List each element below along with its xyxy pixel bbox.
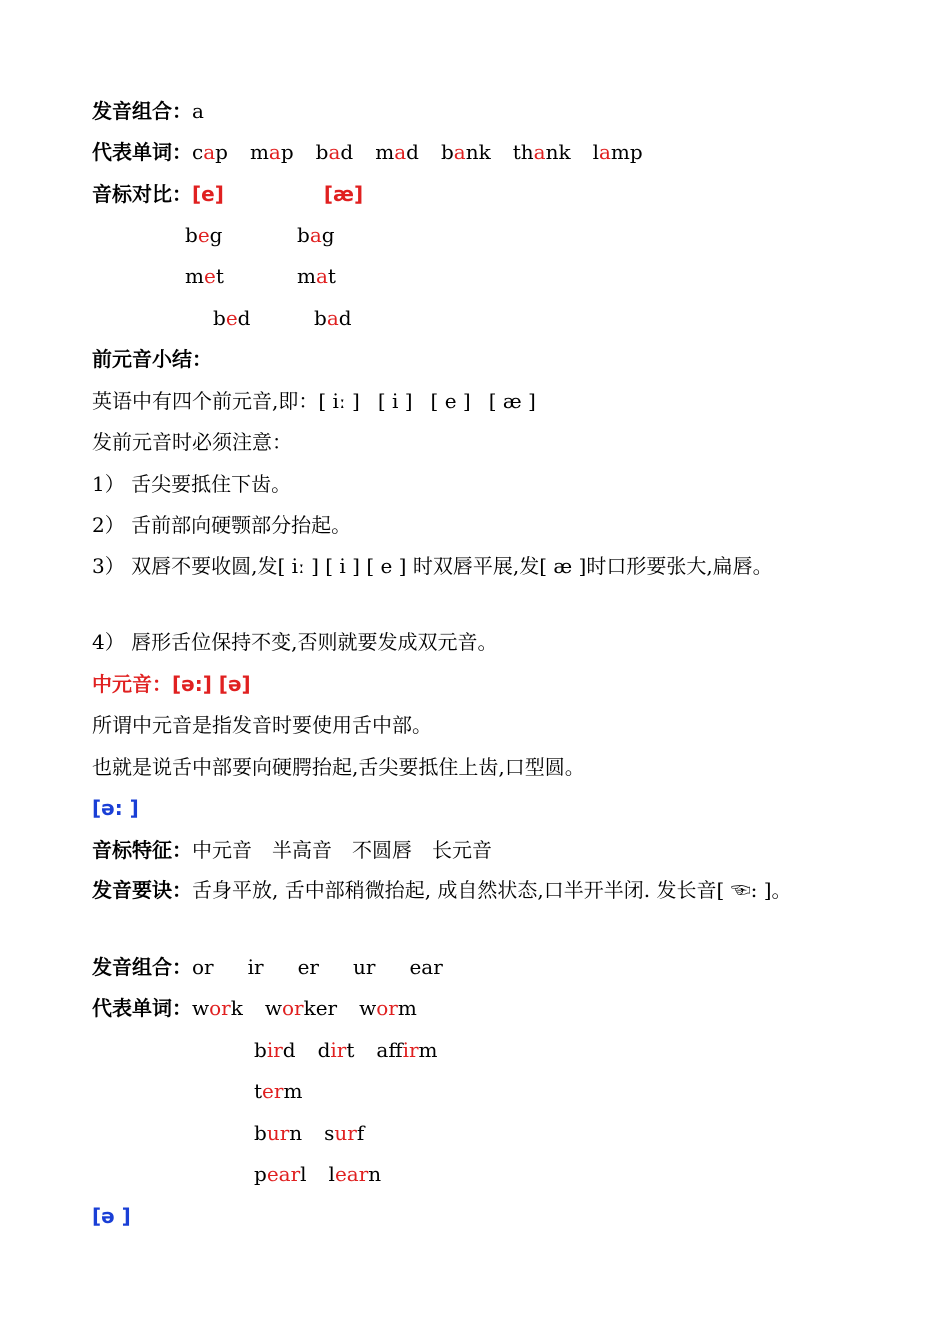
combo-item: ear <box>409 955 443 979</box>
word: term <box>254 1079 303 1103</box>
ipa-vowel: [ i ] <box>377 389 413 413</box>
feature-value: 中元音 半高音 不圆唇 长元音 <box>192 838 492 862</box>
tip-value: 舌身平放, 舌中部稍微抬起, 成自然状态,口半开半闭. 发长音[ ☜: ]。 <box>192 878 792 902</box>
highlighted-letters: a <box>326 306 339 330</box>
word: bird <box>254 1038 296 1062</box>
compare-line <box>92 179 363 209</box>
highlighted-letters: a <box>315 264 328 288</box>
central-desc: 也就是说舌中部要向硬腭抬起,舌尖要抵住上齿,口型圆。 <box>92 755 585 779</box>
word: thank <box>512 140 571 164</box>
word: bag <box>297 223 335 247</box>
pair-right-word <box>297 261 336 291</box>
word: dirt <box>317 1038 355 1062</box>
word: affirm <box>376 1038 438 1062</box>
ipa-vowel: [ e ] <box>430 389 471 413</box>
word: met <box>185 264 224 288</box>
word: beg <box>185 223 223 247</box>
combo-label: 发音组合： <box>92 99 192 123</box>
combo-line <box>92 96 204 126</box>
highlighted-letters: e <box>225 306 238 330</box>
word: bad <box>315 140 354 164</box>
highlighted-letters: ur <box>266 1121 290 1145</box>
highlighted-letters: ir <box>266 1038 283 1062</box>
word: mad <box>375 140 419 164</box>
word-row <box>254 1035 438 1065</box>
word: map <box>249 140 294 164</box>
highlighted-letters: a <box>203 140 216 164</box>
word-row <box>192 996 417 1020</box>
highlighted-letters: a <box>394 140 407 164</box>
combo-value: a <box>192 99 204 123</box>
combo-item: or <box>192 955 214 979</box>
word: work <box>192 996 243 1020</box>
combo-item: ir <box>247 955 264 979</box>
highlighted-letters: a <box>268 140 281 164</box>
ipa-vowel: [ æ ] <box>488 389 536 413</box>
ipa-vowel: [ iː ] <box>318 389 360 413</box>
central-title: 中元音：[ə:] [ə] <box>92 672 251 696</box>
word-row <box>254 1076 302 1106</box>
word: bed <box>213 306 251 330</box>
front-point: 2） 舌前部向硬颚部分抬起。 <box>92 513 352 537</box>
pair-right-word <box>314 303 352 333</box>
word-list <box>192 140 643 164</box>
highlighted-letters: ear <box>266 1162 301 1186</box>
central-combo-line <box>92 952 443 982</box>
central-desc: 所谓中元音是指发音时要使用舌中部。 <box>92 713 432 737</box>
combo-item: ur <box>352 955 376 979</box>
word-row <box>254 1159 381 1189</box>
tip-label: 发音要诀： <box>92 878 192 902</box>
highlighted-letters: a <box>309 223 322 247</box>
word: worm <box>359 996 417 1020</box>
words-label: 代表单词： <box>92 996 192 1020</box>
highlighted-letters: or <box>281 996 304 1020</box>
pair-right-word <box>297 220 335 250</box>
tip-line <box>92 874 862 907</box>
word: bad <box>314 306 352 330</box>
word: burn <box>254 1121 303 1145</box>
highlighted-letters: ir <box>330 1038 347 1062</box>
word: surf <box>324 1121 365 1145</box>
highlighted-letters: e <box>197 223 210 247</box>
word: mat <box>297 264 336 288</box>
highlighted-letters: ir <box>402 1038 419 1062</box>
front-point: 4） 唇形舌位保持不变,否则就要发成双元音。 <box>92 630 498 654</box>
words-label: 代表单词： <box>92 140 192 164</box>
section-title: 前元音小结： <box>92 347 212 371</box>
front-note: 发前元音时必须注意： <box>92 430 292 454</box>
highlighted-letters: e <box>203 264 216 288</box>
word: learn <box>328 1162 382 1186</box>
front-point: 3） 双唇不要收圆,发[ iː ] [ i ] [ e ] 时双唇平展,发[ æ ]时口形要张大,扁唇。 <box>92 554 773 578</box>
compare-ipa-left: [e] <box>192 182 224 206</box>
highlighted-letters: a <box>453 140 466 164</box>
word: worker <box>264 996 338 1020</box>
highlighted-letters: or <box>376 996 398 1020</box>
word: pearl <box>254 1162 307 1186</box>
front-vowels-line <box>92 386 536 416</box>
highlighted-letters: or <box>209 996 231 1020</box>
long-vowel-heading: [ə: ] <box>92 796 139 820</box>
words-line <box>92 137 643 167</box>
highlighted-letters: ur <box>334 1121 357 1145</box>
feature-line <box>92 835 492 865</box>
highlighted-letters: er <box>262 1079 284 1103</box>
combo-item: er <box>297 955 319 979</box>
compare-ipa-right: [æ] <box>323 182 364 206</box>
front-point: 1） 舌尖要抵住下齿。 <box>92 472 292 496</box>
feature-label: 音标特征： <box>92 838 192 862</box>
word: bank <box>440 140 491 164</box>
word: lamp <box>592 140 643 164</box>
front-intro: 英语中有四个前元音,即： <box>92 389 319 413</box>
short-vowel-heading: [ə ] <box>92 1204 131 1228</box>
combo-list <box>192 955 443 979</box>
pair-left-word <box>213 303 250 333</box>
compare-label: 音标对比： <box>92 182 192 206</box>
highlighted-letters: a <box>533 140 546 164</box>
word: cap <box>192 140 228 164</box>
pair-left-word <box>185 220 222 250</box>
highlighted-letters: ear <box>334 1162 369 1186</box>
highlighted-letters: a <box>328 140 341 164</box>
pair-left-word <box>185 261 224 291</box>
word-row <box>254 1118 364 1148</box>
highlighted-letters: a <box>598 140 611 164</box>
central-words-line <box>92 993 417 1023</box>
combo-label: 发音组合： <box>92 955 192 979</box>
